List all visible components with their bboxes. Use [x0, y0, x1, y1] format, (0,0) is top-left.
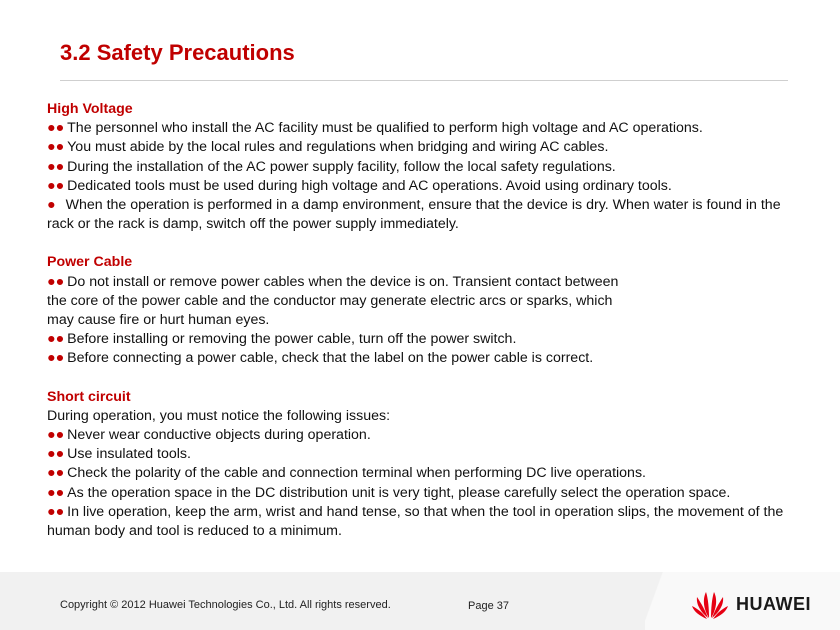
list-item [47, 158, 807, 177]
bullet-icon: ●● [47, 484, 65, 501]
list-item [47, 445, 807, 464]
bullet-icon: ●● [47, 139, 65, 156]
section-intro: During operation, you must notice the following issues: [47, 407, 391, 424]
bullet-icon: ●● [47, 427, 65, 444]
bullet-icon: ●● [47, 465, 65, 482]
huawei-logo [690, 588, 815, 620]
section-high-voltage [47, 100, 807, 234]
bullet-icon: ● [47, 197, 56, 214]
section-heading: Power Cable [47, 254, 133, 271]
bullet-icon: ●● [47, 331, 65, 348]
list-item [47, 119, 807, 138]
section-power-cable [47, 253, 807, 368]
list-item [47, 196, 807, 234]
list-item [47, 349, 807, 368]
list-item [47, 464, 807, 483]
list-item-text: Use insulated tools. [67, 446, 191, 463]
huawei-petal-icon [690, 588, 730, 620]
bullet-icon: ●● [47, 350, 65, 367]
list-item-continuation: may cause fire or hurt human eyes. [47, 312, 270, 329]
logo-text: HUAWEI [736, 594, 811, 614]
list-item-text: Do not install or remove power cables when the device is on. Transient contact between [67, 273, 619, 290]
list-item-text: The personnel who install the AC facility must be qualified to perform high voltage and AC operations. [67, 120, 703, 137]
content-body [47, 100, 807, 541]
list-item-continuation: the core of the power cable and the conductor may generate electric arcs or sparks, which [47, 292, 613, 309]
list-item [47, 138, 807, 157]
list-item-text: As the operation space in the DC distribution unit is very tight, please carefully select the operation space. [67, 484, 731, 501]
title-divider [60, 80, 788, 81]
bullet-icon: ●● [47, 273, 65, 290]
list-item-text: Check the polarity of the cable and connection terminal when performing DC live operations. [67, 465, 646, 482]
list-item-text: Never wear conductive objects during operation. [67, 427, 371, 444]
list-item-text: When the operation is performed in a damp environment, ensure that the device is dry. When water is found in the rack or the rack is damp, switch off the power supply immediately. [47, 197, 781, 233]
list-item-text: During the installation of the AC power supply facility, follow the local safety regulations. [67, 158, 616, 175]
list-item-text: In live operation, keep the arm, wrist and hand tense, so that when the tool in operation slips, the movement of the human body and tool is reduced to a minimum. [47, 503, 784, 540]
section-heading: High Voltage [47, 101, 133, 117]
list-item [47, 426, 807, 445]
page-number: Page 37 [468, 600, 509, 612]
section-short-circuit [47, 388, 807, 542]
list-item-text: You must abide by the local rules and regulations when bridging and wiring AC cables. [67, 139, 609, 156]
list-item [47, 273, 807, 292]
list-item [47, 177, 807, 196]
list-item [47, 330, 807, 349]
bullet-icon: ●● [47, 446, 65, 463]
list-item [47, 484, 807, 503]
copyright-text: Copyright © 2012 Huawei Technologies Co., Ltd. All rights reserved. [60, 599, 391, 611]
bullet-icon: ●● [47, 120, 65, 137]
bullet-icon: ●● [47, 503, 65, 520]
section-heading: Short circuit [47, 388, 131, 405]
bullet-icon: ●● [47, 177, 65, 194]
list-item-text: Before connecting a power cable, check that the label on the power cable is correct. [67, 350, 594, 367]
list-item-text: Before installing or removing the power cable, turn off the power switch. [67, 331, 517, 348]
page-title: 3.2 Safety Precautions [60, 40, 295, 65]
list-item [47, 503, 807, 541]
list-item-text: Dedicated tools must be used during high voltage and AC operations. Avoid using ordinary tools. [67, 177, 672, 194]
bullet-icon: ●● [47, 158, 65, 175]
